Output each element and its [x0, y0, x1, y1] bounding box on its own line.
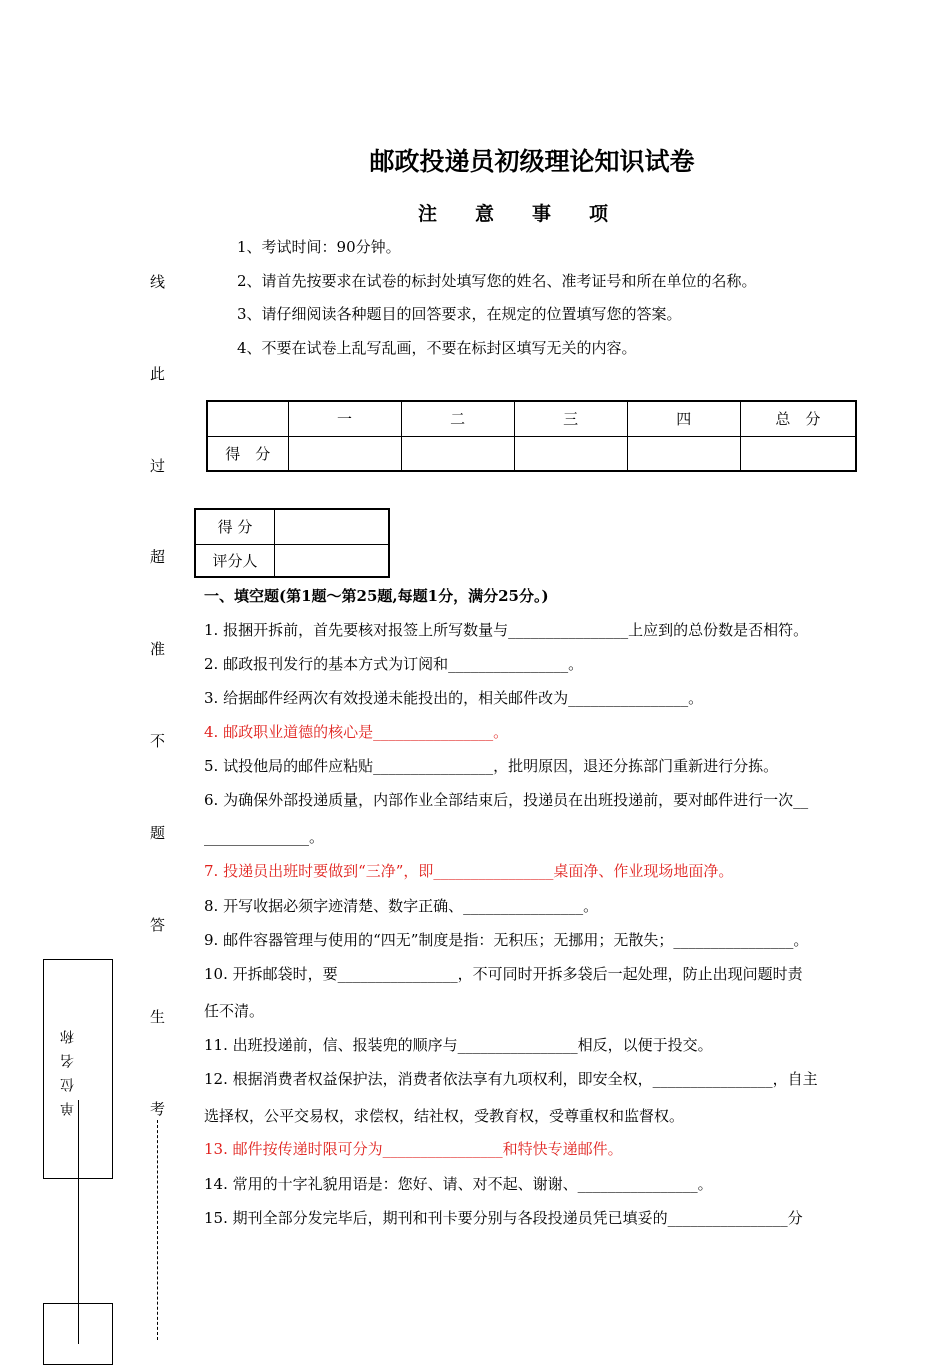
answer-blank[interactable]: ________________ — [673, 931, 794, 949]
seal-char: 线 — [150, 273, 166, 291]
answer-blank[interactable]: ______________ — [204, 828, 309, 846]
seal-char: 考 — [150, 1100, 166, 1118]
score-cell[interactable] — [514, 436, 627, 471]
seal-char: 超 — [150, 548, 166, 566]
question-6: 6. 为确保外部投递质量，内部作业全部结束后，投递员在出班投递前，要对邮件进行一次__ — [204, 791, 809, 809]
question-1: 1. 报捆开拆前，首先要核对报签上所写数量与________________上应到的总份数是否相符。 — [204, 621, 809, 639]
seal-char: 答 — [150, 916, 166, 934]
seal-char: 准 — [150, 640, 166, 658]
seal-box — [43, 1303, 113, 1365]
answer-blank[interactable]: ________________ — [568, 689, 689, 707]
question-12-cont: 选择权，公平交易权，求偿权，结社权，受教育权，受尊重权和监督权。 — [204, 1107, 685, 1125]
question-12: 12. 根据消费者权益保护法，消费者依法享有九项权利，即安全权，________________，自主 — [204, 1070, 818, 1088]
question-10-cont: 任不清。 — [204, 1002, 265, 1020]
question-2: 2. 邮政报刊发行的基本方式为订阅和________________。 — [204, 655, 584, 673]
question-4: 4. 邮政职业道德的核心是________________。 — [204, 723, 509, 741]
seal-char: 此 — [150, 365, 166, 383]
answer-blank[interactable]: ________________ — [457, 1036, 578, 1054]
answer-blank[interactable]: ________________ — [337, 965, 458, 983]
question-14: 14. 常用的十字礼貌用语是：您好、请、对不起、谢谢、________________。 — [204, 1175, 713, 1193]
seal-char: 题 — [150, 824, 166, 842]
score-row-label: 得 分 — [207, 436, 288, 471]
question-5: 5. 试投他局的邮件应粘贴________________，批明原因，退还分拣部门重新进行分拣。 — [204, 757, 779, 775]
answer-blank[interactable]: __ — [793, 791, 809, 809]
score-header-cell: 四 — [627, 401, 740, 436]
seal-char: 不 — [150, 732, 166, 750]
notice-item: 3、请仔细阅读各种题目的回答要求，在规定的位置填写您的答案。 — [237, 305, 682, 323]
answer-blank[interactable]: ________________ — [463, 897, 584, 915]
notice-item: 1、考试时间：90分钟。 — [237, 238, 401, 256]
notice-heading: 注意事项 — [417, 203, 646, 225]
answer-blank[interactable]: ________________ — [373, 723, 494, 741]
question-6-cont: ______________。 — [204, 828, 325, 846]
unit-name-label: 单位名称 — [60, 1020, 76, 1116]
question-11: 11. 出班投递前，信、报装兜的顺序与________________相反，以便于投交。 — [204, 1036, 713, 1054]
section-title: 一、填空题(第1题～第25题,每题1分，满分25分。) — [204, 587, 549, 605]
answer-blank[interactable]: ________________ — [652, 1070, 773, 1088]
answer-blank[interactable]: ________________ — [667, 1209, 788, 1227]
notice-item: 2、请首先按要求在试卷的标封处填写您的姓名、准考证号和所在单位的名称。 — [237, 272, 757, 290]
question-9: 9. 邮件容器管理与使用的“四无”制度是指：无积压；无挪用；无散失；________________。 — [204, 931, 809, 949]
score-table — [206, 400, 857, 472]
answer-blank[interactable]: ________________ — [433, 862, 554, 880]
score-header-cell: 三 — [514, 401, 627, 436]
grader-score-cell[interactable] — [275, 509, 390, 544]
seal-char: 过 — [150, 457, 166, 475]
answer-blank[interactable]: ________________ — [382, 1140, 503, 1158]
score-header-cell: 一 — [288, 401, 401, 436]
score-cell[interactable] — [288, 436, 401, 471]
answer-blank[interactable]: ________________ — [508, 621, 629, 639]
question-7: 7. 投递员出班时要做到“三净”，即________________桌面净、作业现场地面净。 — [204, 862, 734, 880]
score-header-cell: 二 — [401, 401, 514, 436]
answer-blank[interactable]: ________________ — [577, 1175, 698, 1193]
seal-char: 生 — [150, 1008, 166, 1026]
grader-score-label: 得 分 — [195, 509, 275, 544]
question-13: 13. 邮件按传递时限可分为________________和特快专递邮件。 — [204, 1140, 623, 1158]
page-title: 邮政投递员初级理论知识试卷 — [369, 147, 695, 176]
question-3: 3. 给据邮件经两次有效投递未能投出的，相关邮件改为________________。 — [204, 689, 704, 707]
notice-item: 4、不要在试卷上乱写乱画，不要在标封区填写无关的内容。 — [237, 339, 637, 357]
grader-name-cell[interactable] — [275, 544, 390, 577]
binding-dashed-line — [157, 1120, 158, 1340]
score-cell[interactable] — [740, 436, 856, 471]
score-header-cell: 总 分 — [740, 401, 856, 436]
question-15: 15. 期刊全部分发完毕后，期刊和刊卡要分别与各段投递员凭已填妥的________________分 — [204, 1209, 803, 1227]
question-8: 8. 开写收据必须字迹清楚、数字正确、________________。 — [204, 897, 599, 915]
answer-blank[interactable]: ________________ — [373, 757, 494, 775]
score-header-cell — [207, 401, 288, 436]
score-cell[interactable] — [401, 436, 514, 471]
grader-table — [194, 508, 390, 578]
answer-blank[interactable]: ________________ — [448, 655, 569, 673]
score-cell[interactable] — [627, 436, 740, 471]
question-10: 10. 开拆邮袋时，要________________，不可同时开拆多袋后一起处理，防止出现问题时责 — [204, 965, 803, 983]
grader-name-label: 评分人 — [195, 544, 275, 577]
